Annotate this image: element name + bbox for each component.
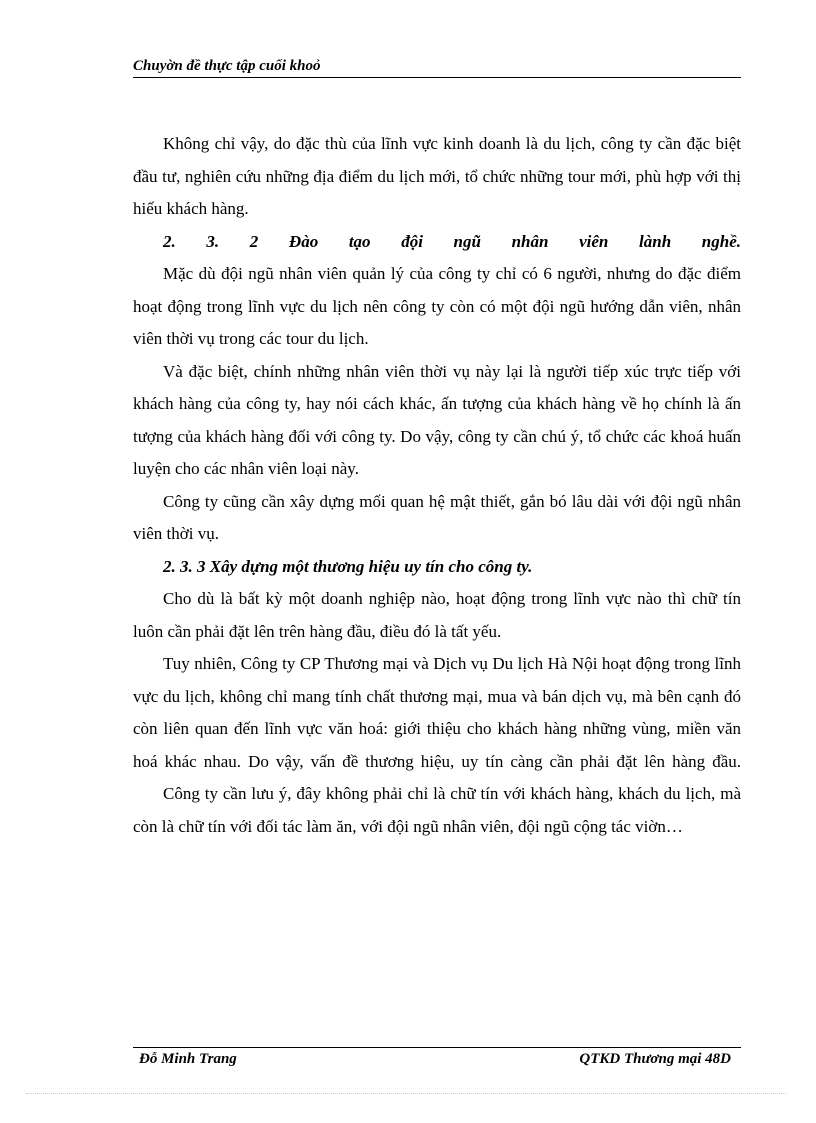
- paragraph-2: Mặc dù đội ngũ nhân viên quản lý của công ty chỉ có 6 người, nhưng do đặc điểm hoạt động trong lĩnh vực du lịch nên công ty còn có một đội ngũ hướng dẫn viên, nhân viên thời vụ trong các tour du lịch.: [133, 264, 741, 348]
- paragraph-4: Công ty cũng cần xây dựng mối quan hệ mật thiết, gắn bó lâu dài với đội ngũ nhân viên thời vụ.: [133, 491, 741, 543]
- section-heading-2-3-3: 2. 3. 3 Xây dựng một thương hiệu uy tín cho công ty.: [163, 556, 533, 576]
- document-body: [133, 128, 741, 843]
- footer-author: Đỗ Minh Trang: [139, 1051, 237, 1067]
- paragraph-5: Cho dù là bất kỳ một doanh nghiệp nào, hoạt động trong lĩnh vực nào thì chữ tín luôn cần phải đặt lên trên hàng đầu, điều đó là tất yếu.: [133, 589, 741, 641]
- paragraph-3: Và đặc biệt, chính những nhân viên thời vụ này lại là người tiếp xúc trực tiếp với khách hàng của công ty, hay nói cách khác, ấn tượng của khách hàng về họ chính là ấn tượng của khách hàng đối với công ty. Do vậy, công ty cần chú ý, tổ chức các khoá huấn luyện cho các nhân viên loại này.: [133, 361, 741, 478]
- paragraph-1: Không chỉ vậy, do đặc thù của lĩnh vực kinh doanh là du lịch, công ty cần đặc biệt đầu tư, nghiên cứu những địa điểm du lịch mới, tổ chức những tour mới, phù hợp với thị hiếu khách hàng.: [133, 134, 741, 218]
- header-title: Chuyờn đề thực tập cuối khoỏ: [133, 58, 321, 74]
- footer-class: QTKD Thương mại 48D: [579, 1051, 731, 1067]
- page-bottom-divider: [26, 1093, 786, 1094]
- paragraph-6: Tuy nhiên, Công ty CP Thương mại và Dịch vụ Du lịch Hà Nội hoạt động trong lĩnh vực du lịch, không chỉ mang tính chất thương mại, mua và bán dịch vụ, mà bên cạnh đó còn liên quan đến lĩnh vực văn hoá: giới thiệu cho khách hàng những vùng, miền văn hoá khác nhau. Do vậy, vấn đề thương hiệu, uy tín càng cần phải đặt lên hàng đầu.: [133, 654, 741, 771]
- page-header: [133, 58, 741, 78]
- section-heading-2-3-2: 2. 3. 2 Đào tạo đội ngũ nhân viên lành nghề.: [163, 231, 741, 251]
- paragraph-7: Công ty cần lưu ý, đây không phải chỉ là chữ tín với khách hàng, khách du lịch, mà còn là chữ tín với đối tác làm ăn, với đội ngũ nhân viên, đội ngũ cộng tác viờn…: [133, 784, 741, 836]
- page-footer: [133, 1047, 741, 1068]
